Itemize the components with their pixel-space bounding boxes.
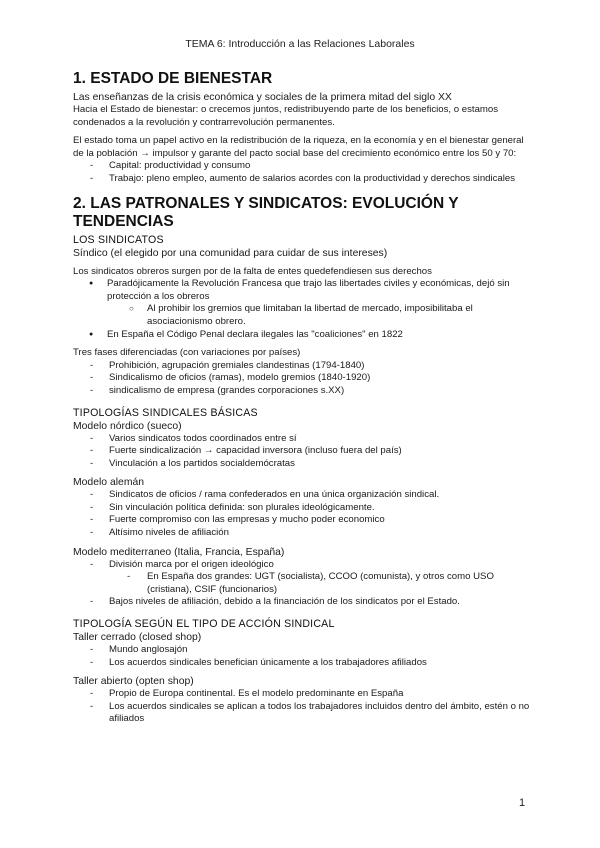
section-title-patronales: 2. LAS PATRONALES Y SINDICATOS: EVOLUCIÓN Y TENDENCIAS [73, 194, 459, 230]
mediterraneo-list [73, 559, 533, 572]
taller-cerrado-title: Taller cerrado (closed shop) [73, 632, 202, 644]
abierto-list [73, 688, 533, 726]
origen-sublist [73, 303, 533, 328]
list-item: - Sindicatos de oficios / rama confederados en una única organización sindical. [73, 489, 533, 502]
list-item: ● En España el Código Penal declara ilegales las "coaliciones" en 1822 [73, 329, 533, 342]
estado-paragraph: El estado toma un papel activo en la redistribución de la riqueza, en la economía y en el bienestar general de la población → impulsor y garante del pacto social base del crecimiento económico entre los 50 y 70: [73, 135, 524, 159]
sindico-definition: Síndico (el elegido por una comunidad para cuidar de sus intereses) [73, 247, 388, 259]
list-item: - sindicalismo de empresa (grandes corporaciones s.XX) [73, 385, 533, 398]
list-item: - Varios sindicatos todos coordinados entre sí [73, 433, 533, 446]
list-item: - Fuerte compromiso con las empresas y mucho poder economico [73, 514, 533, 527]
cerrado-list [73, 644, 533, 669]
list-item: - División marca por el origen ideológico [73, 559, 533, 572]
modelo-nordico-title: Modelo nórdico (sueco) [73, 420, 182, 432]
list-item: - Vinculación a los partidos socialdemócratas [73, 458, 533, 471]
origen-list [73, 278, 533, 303]
list-item: - Propio de Europa continental. Es el modelo predominante en España [73, 688, 533, 701]
list-item: - Fuerte sindicalización → capacidad inversora (incluso fuera del país) [73, 445, 533, 458]
modelo-mediterraneo-title: Modelo mediterraneo (Italia, Francia, España) [73, 546, 285, 558]
page-number: 1 [519, 797, 526, 809]
list-item: - Los acuerdos sindicales se aplican a todos los trabajadores incluidos dentro del ámbito, estén o no afiliados [73, 701, 533, 726]
fases-list [73, 360, 533, 398]
section-subtitle: Las enseñanzas de la crisis económica y sociales de la primera mitad del siglo XX [73, 92, 452, 103]
heading-tipologia-accion: TIPOLOGÍA SEGÚN EL TIPO DE ACCIÓN SINDICAL [73, 618, 335, 631]
list-item: - Sin vinculación política definida: son plurales ideológicamente. [73, 502, 533, 515]
list-item: - En España dos grandes: UGT (socialista), CCOO (comunista), y otros como USO (cristiana), CSIF (funcionarios) [73, 571, 533, 596]
list-item: - Mundo anglosajón [73, 644, 533, 657]
aleman-list [73, 489, 533, 539]
list-item: - Los acuerdos sindicales benefician únicamente a los trabajadores afiliados [73, 657, 533, 670]
taller-abierto-title: Taller abierto (opten shop) [73, 676, 194, 688]
sindicatos-origen: Los sindicatos obreros surgen por de la falta de entes quedefendiesen sus derechos [73, 265, 432, 277]
list-item: - Prohibición, agrupación gremiales clandestinas (1794-1840) [73, 360, 533, 373]
list-item: - Trabajo: pleno empleo, aumento de salarios acordes con la productividad y derechos sindicales [73, 173, 533, 186]
page-header: TEMA 6: Introducción a las Relaciones Laborales [185, 38, 415, 50]
fases-title: Tres fases diferenciadas (con variaciones por países) [73, 347, 301, 359]
document-body [73, 70, 533, 726]
list-item: - Bajos niveles de afiliación, debido a la financiación de los sindicatos por el Estado. [73, 596, 533, 609]
modelo-aleman-title: Modelo alemán [73, 477, 145, 489]
mediterraneo-sublist [73, 571, 533, 596]
mediterraneo-list-2 [73, 596, 533, 609]
intro-paragraph: Hacia el Estado de bienestar: o crecemos juntos, redistribuyendo parte de los beneficios, o estamos condenados a la revolución y contrarrevolución permanentes. [73, 104, 499, 128]
list-item: - Altísimo niveles de afiliación [73, 527, 533, 540]
section-title-estado-bienestar: 1. ESTADO DE BIENESTAR [73, 70, 273, 87]
heading-tipologias: TIPOLOGÍAS SINDICALES BÁSICAS [73, 406, 258, 419]
list-item: - Sindicalismo de oficios (ramas), modelo gremios (1840-1920) [73, 372, 533, 385]
origen-list-2 [73, 329, 533, 342]
heading-los-sindicatos: LOS SINDICATOS [73, 233, 164, 246]
list-item: - Capital: productividad y consumo [73, 160, 533, 173]
bienestar-list [73, 160, 533, 185]
list-item: ● Paradójicamente la Revolución Francesa que trajo las libertades civiles y económicas, dejó sin protección a los obreros [73, 278, 533, 303]
nordico-list [73, 433, 533, 471]
list-item: ○ Al prohibir los gremios que limitaban la libertad de mercado, imposibilitaba el asociacionismo obrero. [73, 303, 533, 328]
